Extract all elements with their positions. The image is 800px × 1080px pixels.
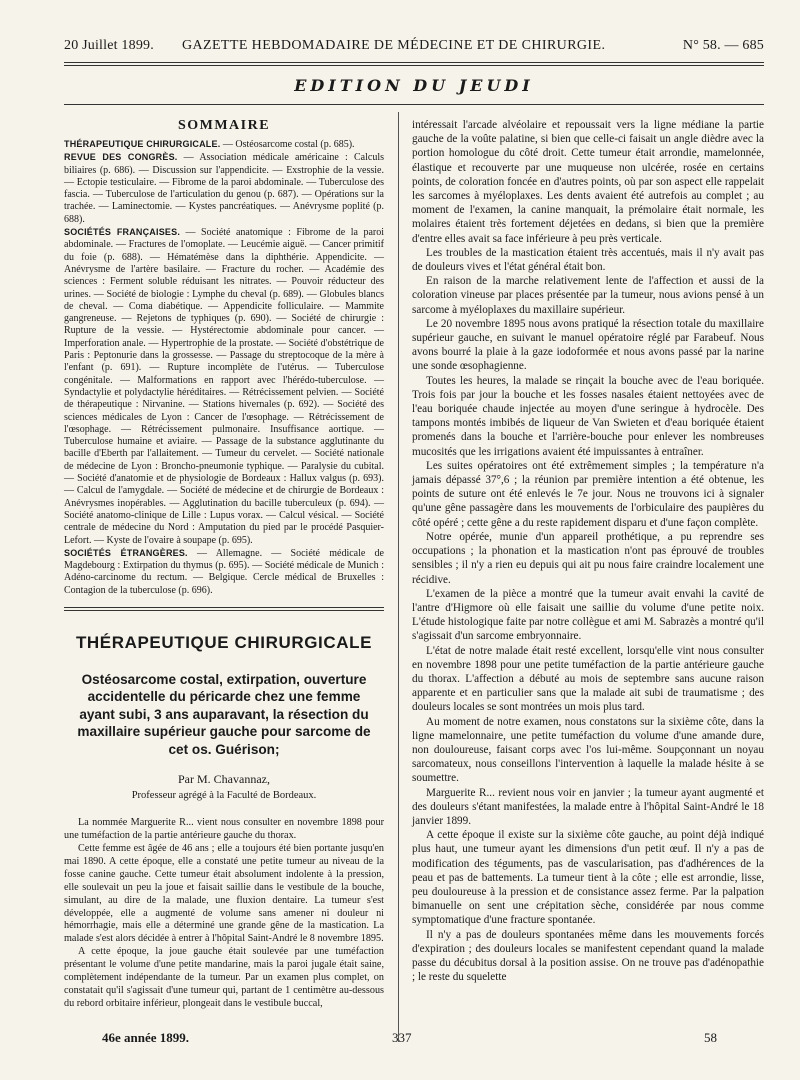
- footer-year: 46e année 1899.: [102, 1030, 190, 1045]
- sommaire-entry-heading: SOCIÉTÉS ÉTRANGÈRES.: [64, 547, 188, 558]
- body-paragraph: A cette époque, la joue gauche était soulevée par une tuméfaction présentant le volume d'une petite mandarine, mais la paroi jugale était saine, complètement indépendante de la tumeur. Par un examen plus complet, on constatait qu'il s'agissait d'une tumeur qui, partant de 1 centimètre au-dessous du rebord orbitaire inférieur, plongeait dans le vestibule buccal,: [64, 946, 384, 1009]
- body-paragraph: Les troubles de la mastication étaient très accentués, mais il n'y avait pas de douleurs vives et l'état général était bon.: [412, 246, 764, 274]
- running-header: [64, 38, 764, 58]
- column-divider: [398, 112, 399, 1042]
- body-paragraph: A cette époque il existe sur la sixième côte gauche, au point déjà indiqué plus haut, une tumeur ayant les dimensions d'un petit œuf. Il n'y a pas de modification des téguments, pas de vascularisation, pas d'adhérences de la peau et pas de battements. La tumeur tient à la côte ; elle est arrondie, lisse, peu douloureuse à la pression et de consistance assez ferme. Par la palpation bimanuelle on sent une crépitation sèche, considérée par nous comme symptomatique d'une fracture spontanée.: [412, 829, 764, 927]
- header-rule-top: [64, 62, 764, 63]
- body-paragraph: Les suites opératoires ont été extrêmement simples ; la température n'a jamais dépassé 37°,6 ; la réunion par première intention a été obtenue, les points de suture ont été enlevés le 7e jour. Nous ne trouvons ici à signaler qu'une gêne passagère dans les mouvements de l'orbiculaire des paupières du côté opéré ; cette gêne a du reste rapidement disparu et d'une façon complète.: [412, 459, 764, 529]
- body-paragraph: Notre opérée, munie d'un appareil prothétique, a pu reprendre ses occupations ; la phonation et la mastication n'ont pas éprouvé de troubles sensibles ; il n'y a rien eu depuis qui ait pu nous faire craindre localement une récidive.: [412, 530, 764, 586]
- author-affiliation: Professeur agrégé à la Faculté de Bordeaux.: [131, 790, 317, 802]
- sommaire-entry-heading: REVUE DES CONGRÈS.: [64, 152, 178, 163]
- sommaire-entry-text: — Allemagne. — Société médicale de Magdebourg : Extirpation du thymus (p. 695). — Société médicale de Munich : Adéno-carcinome du rectum. — Belgique. Cercle médical de Bruxelles : Contagion de la tuberculose (p. 696).: [64, 547, 384, 596]
- sommaire-entry: [64, 151, 384, 226]
- footer-page-number: 337: [392, 1030, 412, 1045]
- body-paragraph: Cette femme est âgée de 46 ans ; elle a toujours été bien portante jusqu'en mai 1890. A cette époque, elle a constaté une petite tumeur au niveau de la fosse canine gauche. Cette tumeur était absolument indolente à la pression, elle soulevait un peu la joue et faisait saillie dans le vestibule de la bouche, simulant, au dire de la malade, une fluxion dentaire. La tumeur s'est développée, elle a augmenté de volume sans amener ni douleur ni hémorrhagie, mais elle a déterminé une grande gêne de la mastication. La malade s'est alors décidée à entrer à l'hôpital Saint-André le 8 novembre 1895.: [64, 843, 384, 945]
- body-paragraph: Au moment de notre examen, nous constatons sur la sixième côte, dans la ligne mamelonnaire, une petite tuméfaction du volume d'une amande dure, non douloureuse, faisant corps avec l'os lui-même. Soupçonnant un noyau sarcomateux, nous conseillons l'intervention à laquelle la malade hésite à se soumettre.: [412, 715, 764, 785]
- sommaire-entry-text: — Société anatomique : Fibrome de la paroi abdominale. — Fractures de l'omoplate. — Leucémie aiguë. — Cancer primitif du foie (p. 688). — Hématémèse dans la diphthérie. Appendicite. — Anévrysme de l'artère basilaire. — Fracture du rocher. — Académie des sciences : Ferment soluble réduisant les nitrates. — Pouvoir réducteur des urines. — Société de biologie : Lymphe du cheval (p. 689). — Globules blancs de cheval. — Coma diabétique. — Appendicite folliculaire. — Mammite gangreneuse. — Rejetons de typhiques (p. 690). — Société de chirurgie : Rupture de la vessie. — Hystérectomie abdominale pour cancer. — Imperforation anale. — Hypertrophie de la prostate. — Société d'obstétrique de Paris : Peptonurie dans la grossesse. — Passage du streptocoque de la mère à l'enfant (p. 691). — Rupture incomplète de l'utérus. — Tuberculose congénitale. — Malformations en rapport avec l'hérédo-tuberculose. — Syndactylie et polydactylie héréditaires. — Rétrécissement pelvien. — Société de thérapeutique : Nirvanine. — Stations hivernales (p. 692). — Société des sciences médicales de Lyon : Cancer de l'œsophage. — Rétrécissement de l'œsophage. — Rétrécissement pulmonaire. Insuffisance aortique. — Tuberculose humaine et aviaire. — Passage de la substance agglutinante du bacille d'Eberth par l'allaitement. — Tumeur du cervelet. — Société nationale de médecine de Lyon : Broncho-pneumonie typhique. — Paralysie du cubital. — Société d'anatomie et de physiologie de Bordeaux : Hallux valgus (p. 693). — Calcul de l'amygdale. — Société de médecine et de chirurgie de Bordeaux : Anévrysmes inopérables. — Agglutination du bacille tuberculeux (p. 694). — Société anatomo-clinique de Lille : Lupus vorax. — Calcul vésical. — Société centrale de médecine du Nord : Amputation du pied par le procédé Pasquier-Lefort. — Kyste de l'ovaire à soupape (p. 695).: [64, 227, 385, 546]
- article-author: Par M. Chavannaz,: [178, 772, 270, 787]
- article-title: Ostéosarcome costal, extirpation, ouverture accidentelle du péricarde chez une femme ayant subi, 3 ans auparavant, la résection du maxillaire supérieur gauche pour sarcome de cet os. Guérison;: [77, 671, 371, 757]
- journal-title: GAZETTE HEBDOMADAIRE DE MÉDECINE ET DE CHIRURGIE.: [182, 38, 606, 53]
- edition-banner: EDITION DU JEUDI: [294, 76, 534, 95]
- body-paragraph: Toutes les heures, la malade se rinçait la bouche avec de l'eau boriquée. Trois fois par jour la bouche et les fosses nasales étaient nettoyées avec de l'eau boriquée chaude injectée au moyen d'une seringue à hydrocèle. Des tampons montés imbibés de liqueur de Van Swieten et d'eau boriquée étaient promenés dans la bouche et l'arrière-bouche pour enlever les nombreuses mucosités que les irrigations avaient été impuissantes à entraîner.: [412, 374, 764, 458]
- body-paragraph: intéressait l'arcade alvéolaire et repoussait vers la ligne médiane la partie gauche de la voûte palatine, si bien que celle-ci faisait un angle dièdre avec la portion homologue du côté droit. Cette tumeur était arrondie, mamelonnée, élastique et recouverte par une muqueuse non ulcérée, rosée en certains points, de coloration foncée en d'autres points, où par son aspect elle rappelait les sarcomes à myéloplaxes. Les dents avaient été autrefois au complet ; au moment de l'examen, la canine manquait, la prémolaire était normale, les molaires étaient très fortement déjetées en dedans, si bien que la première d'entre elles avait sa face inférieure à peu près verticale.: [412, 119, 764, 245]
- sommaire-divider: [64, 607, 384, 611]
- sommaire-entry: [64, 547, 384, 597]
- body-paragraph: La nommée Marguerite R... vient nous consulter en novembre 1898 pour une tuméfaction de la partie antérieure gauche du thorax.: [64, 817, 384, 842]
- body-paragraph: L'état de notre malade était resté excellent, lorsqu'elle vint nous consulter en novembre 1898 pour une petite tuméfaction de la partie antérieure gauche du thorax. L'affection a débuté au mois de septembre sans aucune raison apparente et en particulier sans que la malade ait subi de traumatisme ; des douleurs locales se sont montrées un mois plus tard.: [412, 644, 764, 714]
- sommaire-entry: [64, 226, 384, 547]
- body-paragraph: Marguerite R... revient nous voir en janvier ; la tumeur ayant augmenté et des douleurs s'étant manifestées, la malade entre à l'hôpital Saint-André le 18 janvier 1899.: [412, 786, 764, 827]
- header-date: 20 Juillet 1899.: [64, 38, 154, 53]
- sommaire-entry: [64, 138, 384, 151]
- body-paragraph: L'examen de la pièce a montré que la tumeur avait envahi la cavité de l'antre d'Higmore où elle faisait une saillie du volume d'une petite noix. L'étude histologique faite par notre collègue et ami M. Sabrazès a montré qu'il s'agissait d'un sarcome embryonnaire.: [412, 587, 764, 643]
- body-paragraph: Il n'y a pas de douleurs spontanées même dans les mouvements forcés d'expiration ; des douleurs locales se manifestent cependant quand la malade passe du décubitus dorsal à la position assise. On ne trouve pas d'adénopathie ; le reste du squelette: [412, 928, 764, 984]
- sommaire-entry-text: — Ostéosarcome costal (p. 685).: [220, 139, 355, 150]
- left-column: [64, 118, 384, 1010]
- sommaire-entry-heading: SOCIÉTÉS FRANÇAISES.: [64, 227, 181, 238]
- issue-page-number: N° 58. — 685: [682, 38, 764, 53]
- sommaire: [64, 118, 384, 597]
- sommaire-entry-heading: THÉRAPEUTIQUE CHIRURGICALE.: [64, 139, 221, 149]
- edition-rule: [64, 104, 764, 105]
- body-paragraph: Le 20 novembre 1895 nous avons pratiqué la résection totale du maxillaire supérieur gauche, en suivant le manuel opératoire réglé par Farabeuf. Nous avons bourré la plaie à la gaze iodoformée et nous avons passé par la narine une sonde œsophagienne.: [412, 317, 764, 373]
- sommaire-title: SOMMAIRE: [177, 118, 271, 133]
- footer-issue-number: 58: [704, 1030, 717, 1045]
- section-title: THÉRAPEUTIQUE CHIRURGICALE: [75, 632, 373, 652]
- header-rule-bottom: [64, 65, 764, 66]
- right-column: [412, 118, 764, 984]
- sommaire-entry-text: — Association médicale américaine : Calculs biliaires (p. 686). — Discussion sur l'appendicite. — Exstrophie de la vessie. — Ectopie testiculaire. — Fibrome de la paroi abdominale. — Tuberculose des fascia. — Tuberculose de l'articulation du genou (p. 687). — Opérations sur la trachée. — Laminectomie. — Kystes pancréatiques. — Anévrysme poplité (p. 688).: [64, 152, 384, 225]
- body-paragraph: En raison de la marche relativement lente de l'affection et aussi de la coloration vineuse par places présentée par la tumeur, nous avions pensé à un sarcome à myéloplaxes du maxillaire supérieur.: [412, 275, 764, 316]
